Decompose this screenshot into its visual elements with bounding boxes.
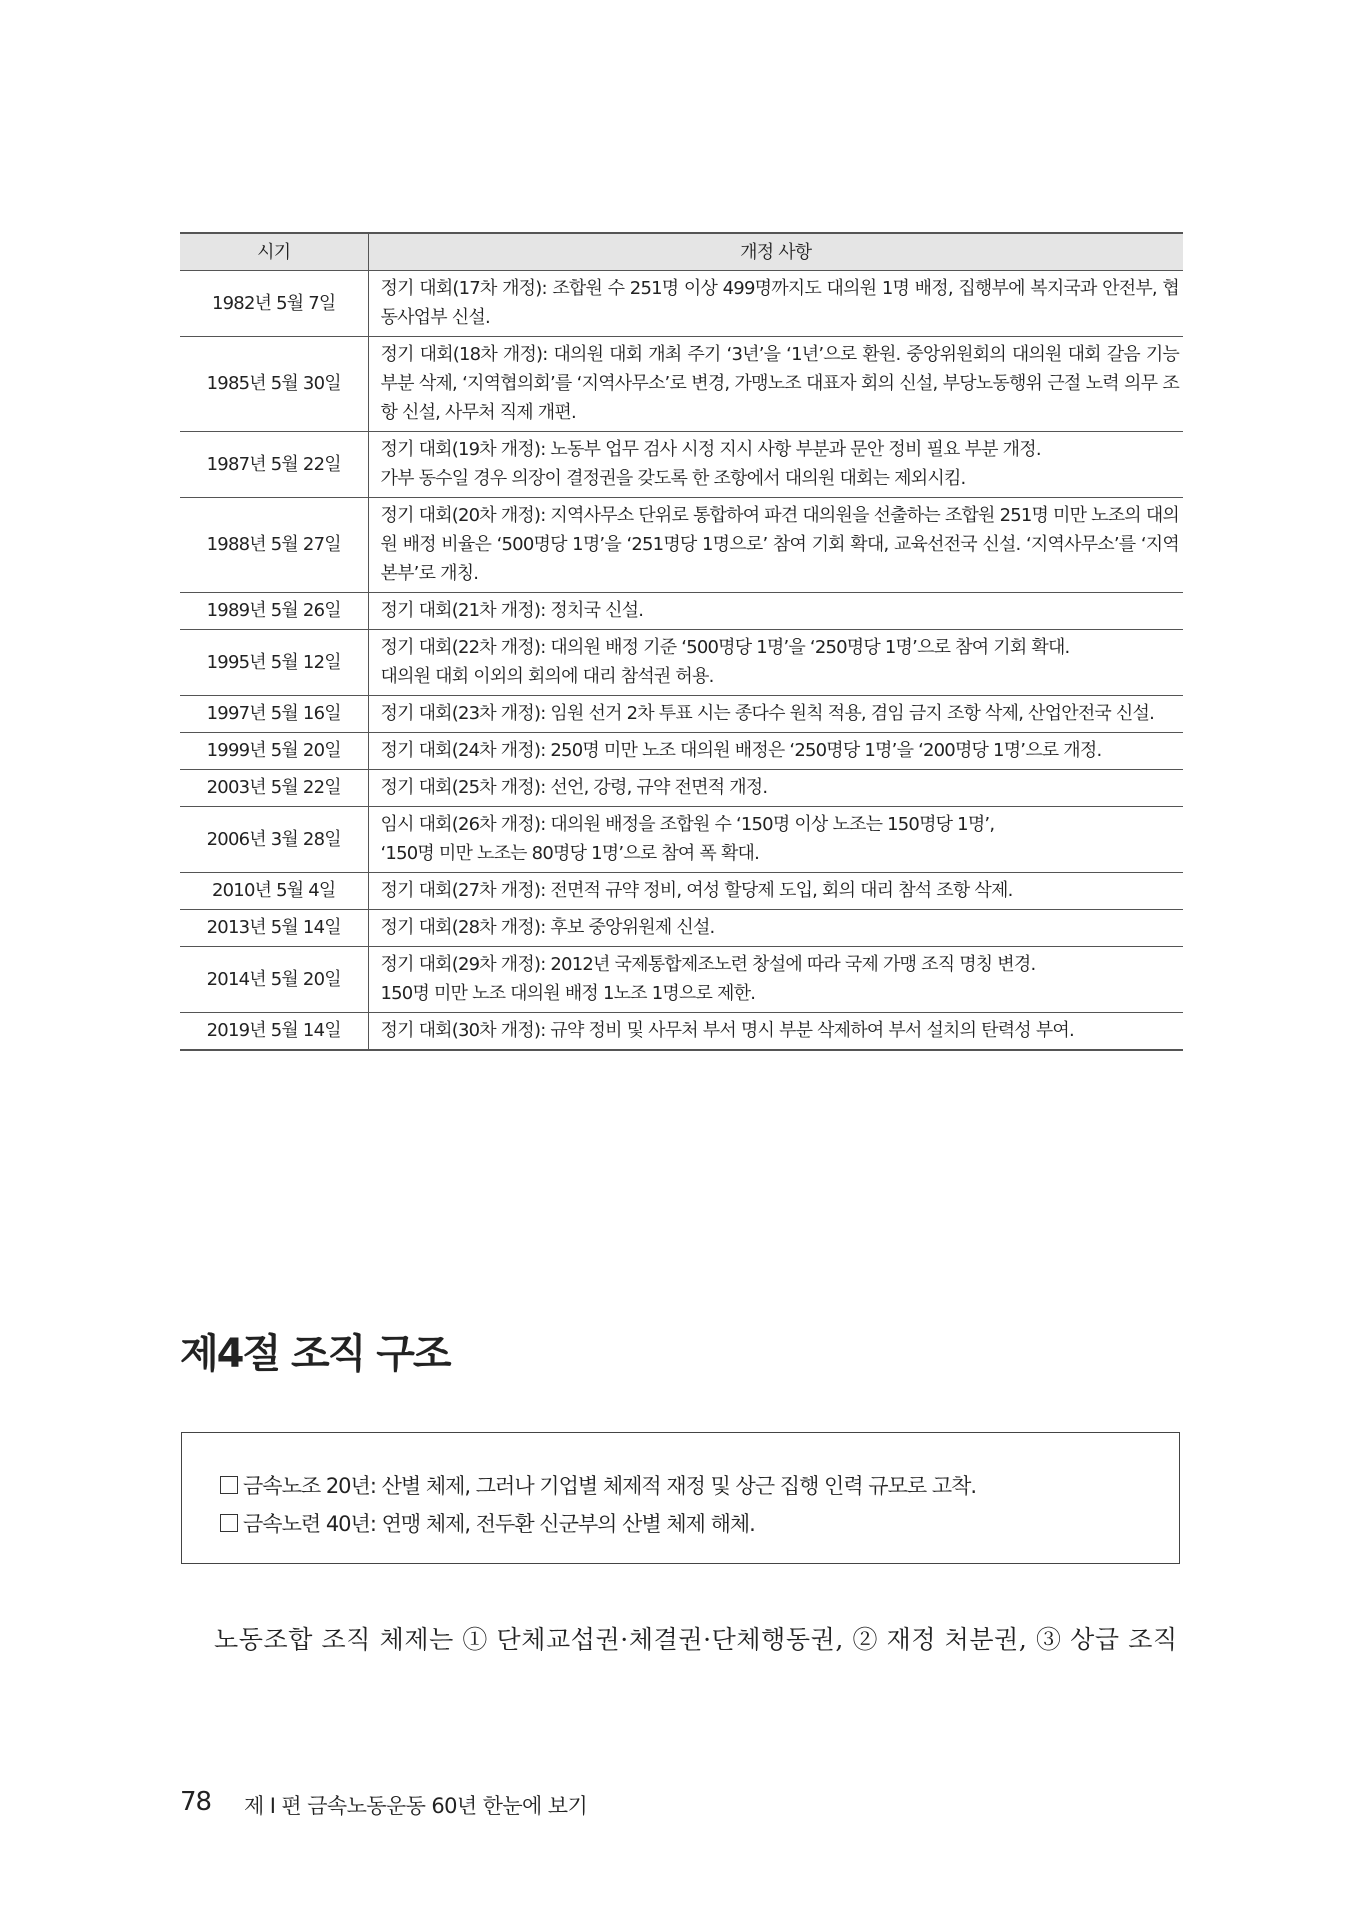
checkbox-square-icon: [220, 1514, 238, 1532]
row-period: 1985년 5월 30일: [180, 337, 368, 432]
row-period: 1987년 5월 22일: [180, 432, 368, 498]
row-content: 임시 대회(26차 개정): 대의원 배정을 조합원 수 ‘150명 이상 노조는 150명당 1명’, ‘150명 미만 노조는 80명당 1명’으로 참여 폭 확대.: [368, 807, 1183, 873]
table-body: [180, 271, 1183, 1051]
table-row: [180, 593, 1183, 630]
row-period: 2010년 5월 4일: [180, 873, 368, 910]
running-head: 제 Ⅰ 편 금속노동운동 60년 한눈에 보기: [244, 1794, 588, 1818]
row-period: 1989년 5월 26일: [180, 593, 368, 630]
page-number: 78: [180, 1787, 212, 1817]
table-row: [180, 630, 1183, 696]
table-row: [180, 873, 1183, 910]
row-period: 2013년 5월 14일: [180, 910, 368, 947]
table-header-row: [180, 233, 1183, 271]
table-row: [180, 432, 1183, 498]
row-content: 정기 대회(24차 개정): 250명 미만 노조 대의원 배정은 ‘250명당 1명’을 ‘200명당 1명’으로 개정.: [368, 733, 1183, 770]
row-content: 정기 대회(25차 개정): 선언, 강령, 규약 전면적 개정.: [368, 770, 1183, 807]
body-paragraph: 노동조합 조직 체제는 ① 단체교섭권·체결권·단체행동권, ② 재정 처분권, ③ 상급 조직: [214, 1625, 1178, 1654]
table-row: [180, 1013, 1183, 1051]
row-content: 정기 대회(21차 개정): 정치국 신설.: [368, 593, 1183, 630]
row-content: 정기 대회(19차 개정): 노동부 업무 검사 시정 지시 사항 부분과 문안 정비 필요 부분 개정. 가부 동수일 경우 의장이 결정권을 갖도록 한 조항에서 대의원 대회는 제외시킴.: [368, 432, 1183, 498]
row-content: 정기 대회(27차 개정): 전면적 규약 정비, 여성 할당제 도입, 회의 대리 참석 조항 삭제.: [368, 873, 1183, 910]
row-content: 정기 대회(22차 개정): 대의원 배정 기준 ‘500명당 1명’을 ‘250명당 1명’으로 참여 기회 확대. 대의원 대회 이외의 회의에 대리 참석권 허용.: [368, 630, 1183, 696]
table-row: [180, 696, 1183, 733]
summary-text: 금속노조 20년: 산별 체제, 그러나 기업별 체제적 재정 및 상근 집행 인력 규모로 고착.: [243, 1474, 977, 1498]
table-row: [180, 337, 1183, 432]
revision-history-table: [180, 232, 1183, 1051]
row-content: 정기 대회(28차 개정): 후보 중앙위원제 신설.: [368, 910, 1183, 947]
row-period: 1999년 5월 20일: [180, 733, 368, 770]
table-row: [180, 947, 1183, 1013]
table-row: [180, 770, 1183, 807]
row-content: 정기 대회(30차 개정): 규약 정비 및 사무처 부서 명시 부분 삭제하여 부서 설치의 탄력성 부여.: [368, 1013, 1183, 1051]
row-period: 2019년 5월 14일: [180, 1013, 368, 1051]
row-period: 2003년 5월 22일: [180, 770, 368, 807]
row-content: 정기 대회(20차 개정): 지역사무소 단위로 통합하여 파견 대의원을 선출하는 조합원 251명 미만 노조의 대의원 배정 비율은 ‘500명당 1명’을 ‘251명당 1명으로’ 참여 기회 확대, 교육선전국 신설. ‘지역사무소’를 ‘지역본부’로 개칭.: [368, 498, 1183, 593]
table-row: [180, 498, 1183, 593]
row-period: 1995년 5월 12일: [180, 630, 368, 696]
checkbox-square-icon: [220, 1476, 238, 1494]
table-row: [180, 271, 1183, 337]
table-row: [180, 807, 1183, 873]
header-content: 개정 사항: [368, 233, 1183, 271]
row-period: 2014년 5월 20일: [180, 947, 368, 1013]
row-period: 1988년 5월 27일: [180, 498, 368, 593]
row-content: 정기 대회(29차 개정): 2012년 국제통합제조노련 창설에 따라 국제 가맹 조직 명칭 변경. 150명 미만 노조 대의원 배정 1노조 1명으로 제한.: [368, 947, 1183, 1013]
row-period: 1982년 5월 7일: [180, 271, 368, 337]
row-content: 정기 대회(18차 개정): 대의원 대회 개최 주기 ‘3년’을 ‘1년’으로 환원. 중앙위원회의 대의원 대회 갈음 기능 부분 삭제, ‘지역협의회’를 ‘지역사무소’로 변경, 가맹노조 대표자 회의 신설, 부당노동행위 근절 노력 의무 조항 신설, 사무처 직제 개편.: [368, 337, 1183, 432]
summary-item: [220, 1505, 1179, 1543]
header-period: 시기: [180, 233, 368, 271]
row-content: 정기 대회(17차 개정): 조합원 수 251명 이상 499명까지도 대의원 1명 배정, 집행부에 복지국과 안전부, 협동사업부 신설.: [368, 271, 1183, 337]
row-period: 2006년 3월 28일: [180, 807, 368, 873]
table-row: [180, 910, 1183, 947]
row-content: 정기 대회(23차 개정): 임원 선거 2차 투표 시는 종다수 원칙 적용, 겸임 금지 조항 삭제, 산업안전국 신설.: [368, 696, 1183, 733]
summary-box: [181, 1432, 1180, 1564]
row-period: 1997년 5월 16일: [180, 696, 368, 733]
table-row: [180, 733, 1183, 770]
summary-text: 금속노련 40년: 연맹 체제, 전두환 신군부의 산별 체제 해체.: [243, 1512, 755, 1536]
section-title: 제4절 조직 구조: [180, 1331, 450, 1377]
summary-item: [220, 1467, 1179, 1505]
